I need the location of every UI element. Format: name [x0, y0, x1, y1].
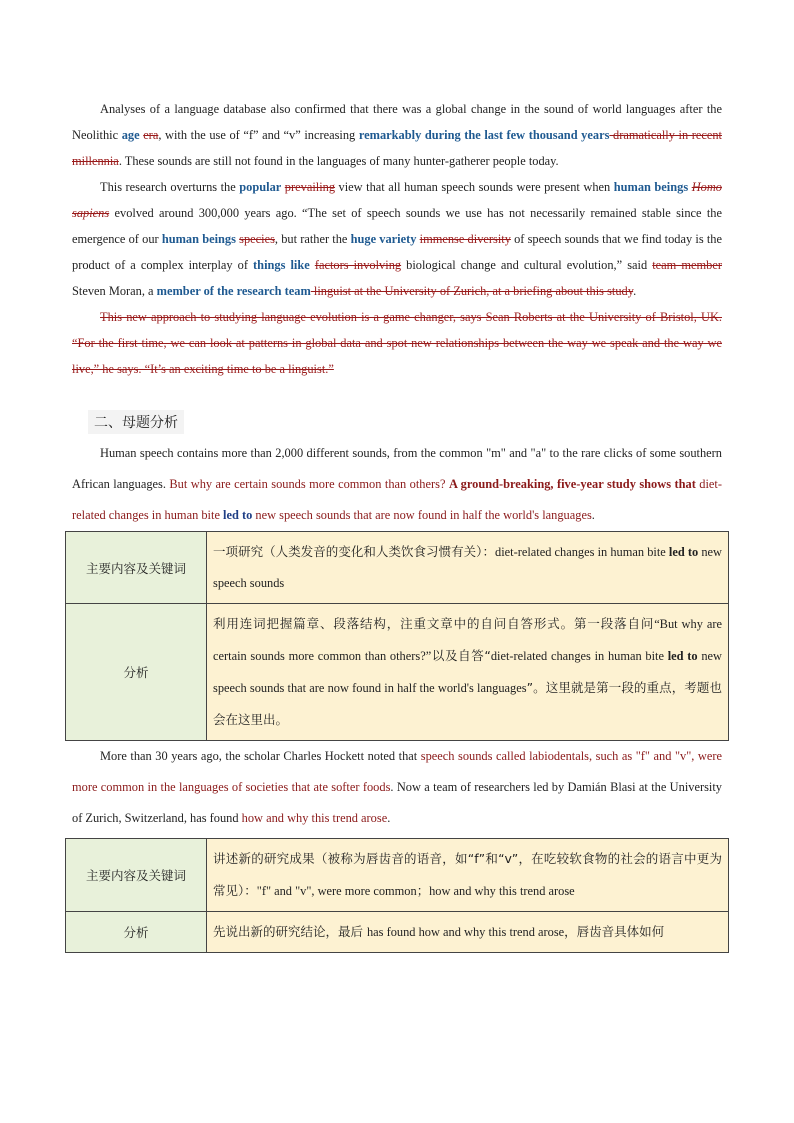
text: biological change and cultural evolution,” said	[401, 258, 653, 272]
highlighted-text: new speech sounds that are now found in half the world's languages	[252, 508, 592, 522]
text: Steven Moran, a	[72, 284, 157, 298]
document-page	[72, 96, 722, 953]
row-content: 讲述新的研究成果（被称为唇齿音的语音，如“f”和“v”，在吃较软食物的社会的语言中更为常见）："f" and "v", were more common；how and why this trend arose	[207, 839, 729, 912]
paragraph-2	[72, 174, 722, 304]
text: .	[633, 284, 637, 298]
highlighted-text: A ground-breaking, five-year study shows that	[448, 477, 696, 491]
deleted-text: Homo sapiens	[72, 180, 722, 220]
text: view that all human speech sounds were present when	[335, 180, 614, 194]
text: Human speech contains more than 2,000 different sounds, from the common "m" and "a" to the rare clicks of some southern African languages.	[72, 446, 722, 491]
table-row	[66, 532, 729, 604]
deleted-text: factors involving	[314, 258, 402, 272]
text: , with the use of “f” and “v” increasing	[158, 128, 359, 142]
text: , but rather the	[274, 232, 351, 246]
row-content: 一项研究（人类发音的变化和人类饮食习惯有关）：diet-related changes in human bite led to new speech sounds	[207, 532, 729, 604]
deleted-text: immense diversity	[419, 232, 511, 246]
deleted-text: era	[143, 128, 159, 142]
row-label: 主要内容及关键词	[66, 839, 207, 912]
inserted-text: remarkably during the last few thousand years	[358, 128, 610, 142]
keyword: led to	[223, 508, 253, 522]
row-content: 先说出新的研究结论，最后 has found how and why this trend arose，唇齿音具体如何	[207, 912, 729, 953]
row-label: 主要内容及关键词	[66, 532, 207, 604]
text: . These sounds are still not found in the languages of many hunter-gatherer people today.	[118, 154, 559, 168]
text: .	[387, 811, 391, 825]
highlighted-text: diet-related changes in human bite	[72, 477, 722, 522]
inserted-text: human beings	[613, 180, 689, 194]
row-content: 利用连词把握篇章、段落结构，注重文章中的自问自答形式。第一段落自问“But why are certain sounds more common than others?”以及自答“diet-related changes in human bite led to new speech sounds that are now found in half the world's languages”。这里就是第一段的重点，考题也会在这里出。	[207, 604, 729, 741]
table-row	[66, 912, 729, 953]
paragraph-5	[72, 741, 722, 834]
row-label: 分析	[66, 604, 207, 741]
inserted-text: things like	[253, 258, 310, 272]
inserted-text: age	[121, 128, 140, 142]
paragraph-4	[72, 438, 722, 531]
deleted-text: team member	[652, 258, 722, 272]
deleted-text: prevailing	[284, 180, 336, 194]
text: evolved around 300,000 years ago. “The set of speech sounds we use has not necessarily remained stable since the emergence of our	[72, 206, 722, 246]
highlighted-question: But why are certain sounds more common than others?	[169, 477, 446, 491]
table-row	[66, 839, 729, 912]
text: Analyses of a language database also confirmed that there was a global change in the sound of world languages after the Neolithic	[72, 102, 722, 142]
deleted-text: dramatically in recent millennia	[72, 128, 722, 168]
row-label: 分析	[66, 912, 207, 953]
deleted-text: This new approach to studying language evolution is a game changer, says Sean Roberts at the University of Bristol, UK. “For the first time, we can look at patterns in global data and spot new relationships between the way we speak and the way we live,” he says. “It’s an exciting time to be a linguist.”	[72, 310, 722, 376]
text: .	[591, 508, 595, 522]
inserted-text: huge variety	[350, 232, 417, 246]
deleted-text: linguist at the University of Zurich, at a briefing about this study	[310, 284, 634, 298]
highlighted-text: how and why this trend arose	[241, 811, 388, 825]
text: More than 30 years ago, the scholar Charles Hockett noted that	[100, 749, 421, 763]
text: . Now a team of researchers led by Damián Blasi at the University of Zurich, Switzerland, has found	[72, 780, 722, 825]
highlighted-text: speech sounds called labiodentals, such as "f" and "v", were more common in the languages of societies that ate softer foods	[72, 749, 722, 794]
inserted-text: popular	[239, 180, 282, 194]
paragraph-1	[72, 96, 722, 174]
deleted-text: species	[239, 232, 275, 246]
inserted-text: member of the research team	[156, 284, 311, 298]
paragraph-3	[72, 304, 722, 382]
text: of speech sounds that we find today is the product of a complex interplay of	[72, 232, 722, 272]
table-row	[66, 604, 729, 741]
analysis-table-1	[65, 531, 729, 741]
section-heading: 二、母题分析	[88, 410, 184, 434]
inserted-text: human beings	[161, 232, 236, 246]
text: This research overturns the	[100, 180, 240, 194]
analysis-table-2	[65, 838, 729, 953]
